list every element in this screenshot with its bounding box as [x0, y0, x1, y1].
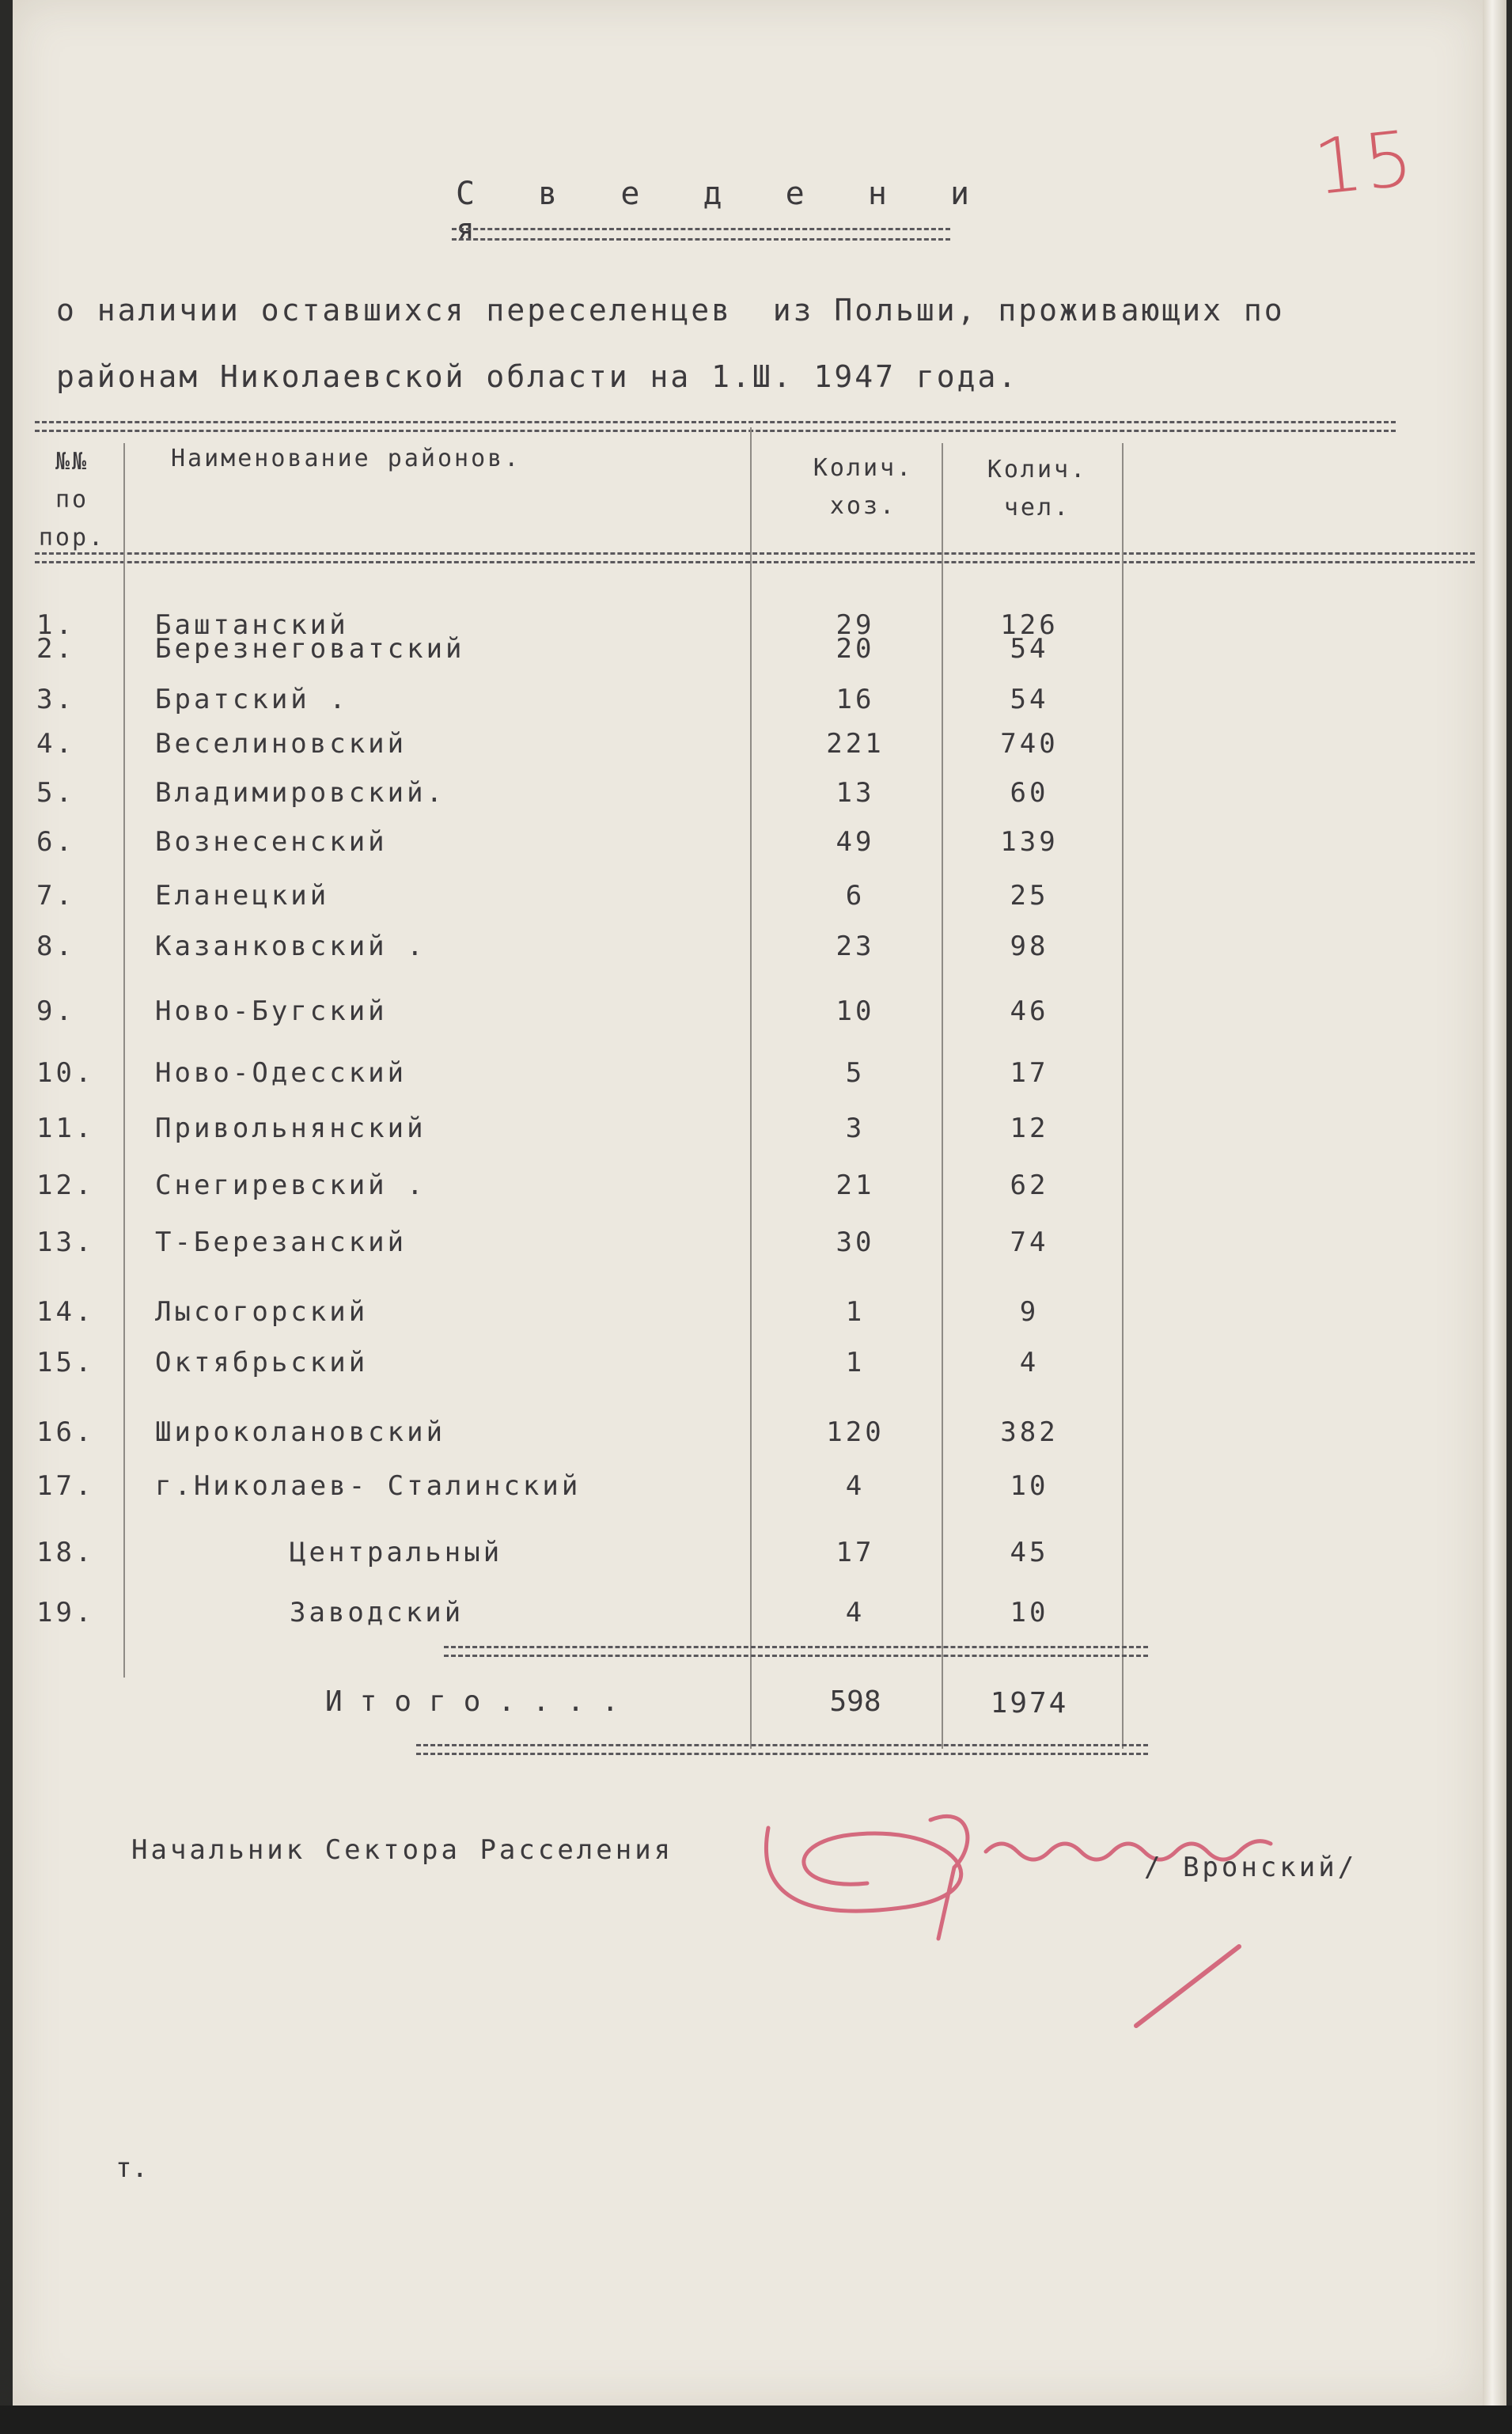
households-count: 1	[845, 1347, 866, 1378]
households-count: 23	[836, 931, 875, 962]
document-page	[13, 0, 1483, 2406]
households-count: 49	[836, 826, 875, 858]
district-name: Веселиновский	[155, 728, 407, 760]
table-row	[13, 1226, 1483, 1274]
people-count: 54	[1010, 633, 1049, 665]
table-row	[13, 1170, 1483, 1217]
row-number: 16.	[36, 1416, 95, 1448]
district-name: Братский .	[155, 684, 349, 715]
row-number: 13.	[36, 1226, 95, 1258]
people-count: 139	[1000, 826, 1059, 858]
row-number: 17.	[36, 1470, 95, 1502]
district-name: Снегиревский .	[155, 1170, 426, 1201]
households-count: 4	[845, 1470, 866, 1502]
households-count: 29	[836, 609, 875, 641]
total-top-rule	[444, 1646, 1148, 1657]
people-count: 25	[1010, 880, 1049, 912]
district-name: Лысогорский	[155, 1296, 369, 1328]
people-count: 4	[1019, 1347, 1040, 1378]
households-count: 17	[836, 1537, 875, 1568]
row-number: 4.	[36, 728, 75, 760]
district-name: Октябрьский	[155, 1347, 369, 1378]
handwritten-signature	[748, 1772, 1366, 2057]
table-row	[13, 1416, 1483, 1464]
district-name: Центральный	[290, 1537, 503, 1568]
table-row	[13, 931, 1483, 978]
households-count: 120	[826, 1416, 885, 1448]
district-name: Еланецкий	[155, 880, 330, 912]
households-count: 10	[836, 995, 875, 1027]
total-label: Итого....	[325, 1685, 637, 1718]
signatory-name: / Вронский/	[1144, 1852, 1358, 1883]
table-row	[13, 728, 1483, 775]
people-count: 74	[1010, 1226, 1049, 1258]
row-number: 5.	[36, 777, 75, 809]
binding-edge	[1483, 0, 1506, 2406]
households-count: 5	[845, 1057, 866, 1089]
header-num: №№ по пор.	[38, 448, 106, 552]
table-row	[13, 1470, 1483, 1518]
people-count: 60	[1010, 777, 1049, 809]
people-count: 45	[1010, 1537, 1049, 1568]
row-number: 14.	[36, 1296, 95, 1328]
row-number: 2.	[36, 633, 75, 665]
people-count: 10	[1010, 1597, 1049, 1628]
households-count: 20	[836, 633, 875, 665]
table-row	[13, 1347, 1483, 1394]
table-row	[13, 995, 1483, 1043]
district-name: Привольнянский	[155, 1113, 426, 1144]
total-bottom-rule	[416, 1744, 1148, 1755]
district-name: г.Николаев- Сталинский	[155, 1470, 582, 1502]
total-households: 598	[829, 1685, 881, 1718]
total-people: 1974	[990, 1687, 1069, 1719]
district-name: Вознесенский	[155, 826, 388, 858]
table-row	[13, 1057, 1483, 1105]
document-subtitle: о наличии оставшихся переселенцев из Польши, проживающих по районам Николаевской области на 1.Ш. 1947 года.	[56, 293, 1285, 394]
households-count: 16	[836, 684, 875, 715]
table-row	[13, 777, 1483, 825]
people-count: 98	[1010, 931, 1049, 962]
row-number: 1.	[36, 609, 75, 641]
table-row	[13, 633, 1483, 681]
district-name: Владимировский.	[155, 777, 446, 809]
table-row	[13, 684, 1483, 731]
district-name: Баштанский	[155, 609, 349, 641]
people-count: 46	[1010, 995, 1049, 1027]
people-count: 10	[1010, 1470, 1049, 1502]
district-name: Ново-Бугский	[155, 995, 388, 1027]
people-count: 12	[1010, 1113, 1049, 1144]
header-households: Колич. хоз.	[813, 454, 914, 520]
households-count: 21	[836, 1170, 875, 1201]
people-count: 54	[1010, 684, 1049, 715]
row-number: 6.	[36, 826, 75, 858]
households-count: 6	[845, 880, 866, 912]
people-count: 17	[1010, 1057, 1049, 1089]
people-count: 62	[1010, 1170, 1049, 1201]
signatory-position: Начальник Сектора Расселения	[131, 1834, 674, 1866]
row-number: 12.	[36, 1170, 95, 1201]
people-count: 126	[1000, 609, 1059, 641]
header-people: Колич. чел.	[987, 456, 1088, 521]
district-name: Ново-Одесский	[155, 1057, 407, 1089]
table-header-rule	[35, 552, 1475, 563]
people-count: 740	[1000, 728, 1059, 760]
district-name: Казанковский .	[155, 931, 426, 962]
district-name: Заводский	[290, 1597, 464, 1628]
row-number: 15.	[36, 1347, 95, 1378]
district-name: Березнеговатский	[155, 633, 465, 665]
table-row	[13, 1597, 1483, 1644]
households-count: 30	[836, 1226, 875, 1258]
households-count: 1	[845, 1296, 866, 1328]
scan-border	[0, 2406, 1512, 2434]
row-number: 19.	[36, 1597, 95, 1628]
row-number: 18.	[36, 1537, 95, 1568]
table-row	[13, 1113, 1483, 1160]
households-count: 4	[845, 1597, 866, 1628]
households-count: 3	[845, 1113, 866, 1144]
table-top-rule	[35, 421, 1396, 432]
row-number: 8.	[36, 931, 75, 962]
households-count: 221	[826, 728, 885, 760]
header-name: Наименование районов.	[171, 445, 521, 472]
households-count: 13	[836, 777, 875, 809]
district-name: Широколановский	[155, 1416, 446, 1448]
table-row	[13, 826, 1483, 874]
title-underline	[452, 228, 950, 241]
typist-mark: т.	[116, 2152, 148, 2184]
people-count: 382	[1000, 1416, 1059, 1448]
people-count: 9	[1019, 1296, 1040, 1328]
table-row	[13, 1296, 1483, 1344]
district-name: Т-Березанский	[155, 1226, 407, 1258]
table-row	[13, 880, 1483, 927]
document-title: С в е д е н и я	[456, 176, 992, 248]
row-number: 9.	[36, 995, 75, 1027]
table-row	[13, 1537, 1483, 1584]
row-number: 10.	[36, 1057, 95, 1089]
page-number: 15	[1309, 113, 1419, 213]
row-number: 11.	[36, 1113, 95, 1144]
row-number: 3.	[36, 684, 75, 715]
row-number: 7.	[36, 880, 75, 912]
